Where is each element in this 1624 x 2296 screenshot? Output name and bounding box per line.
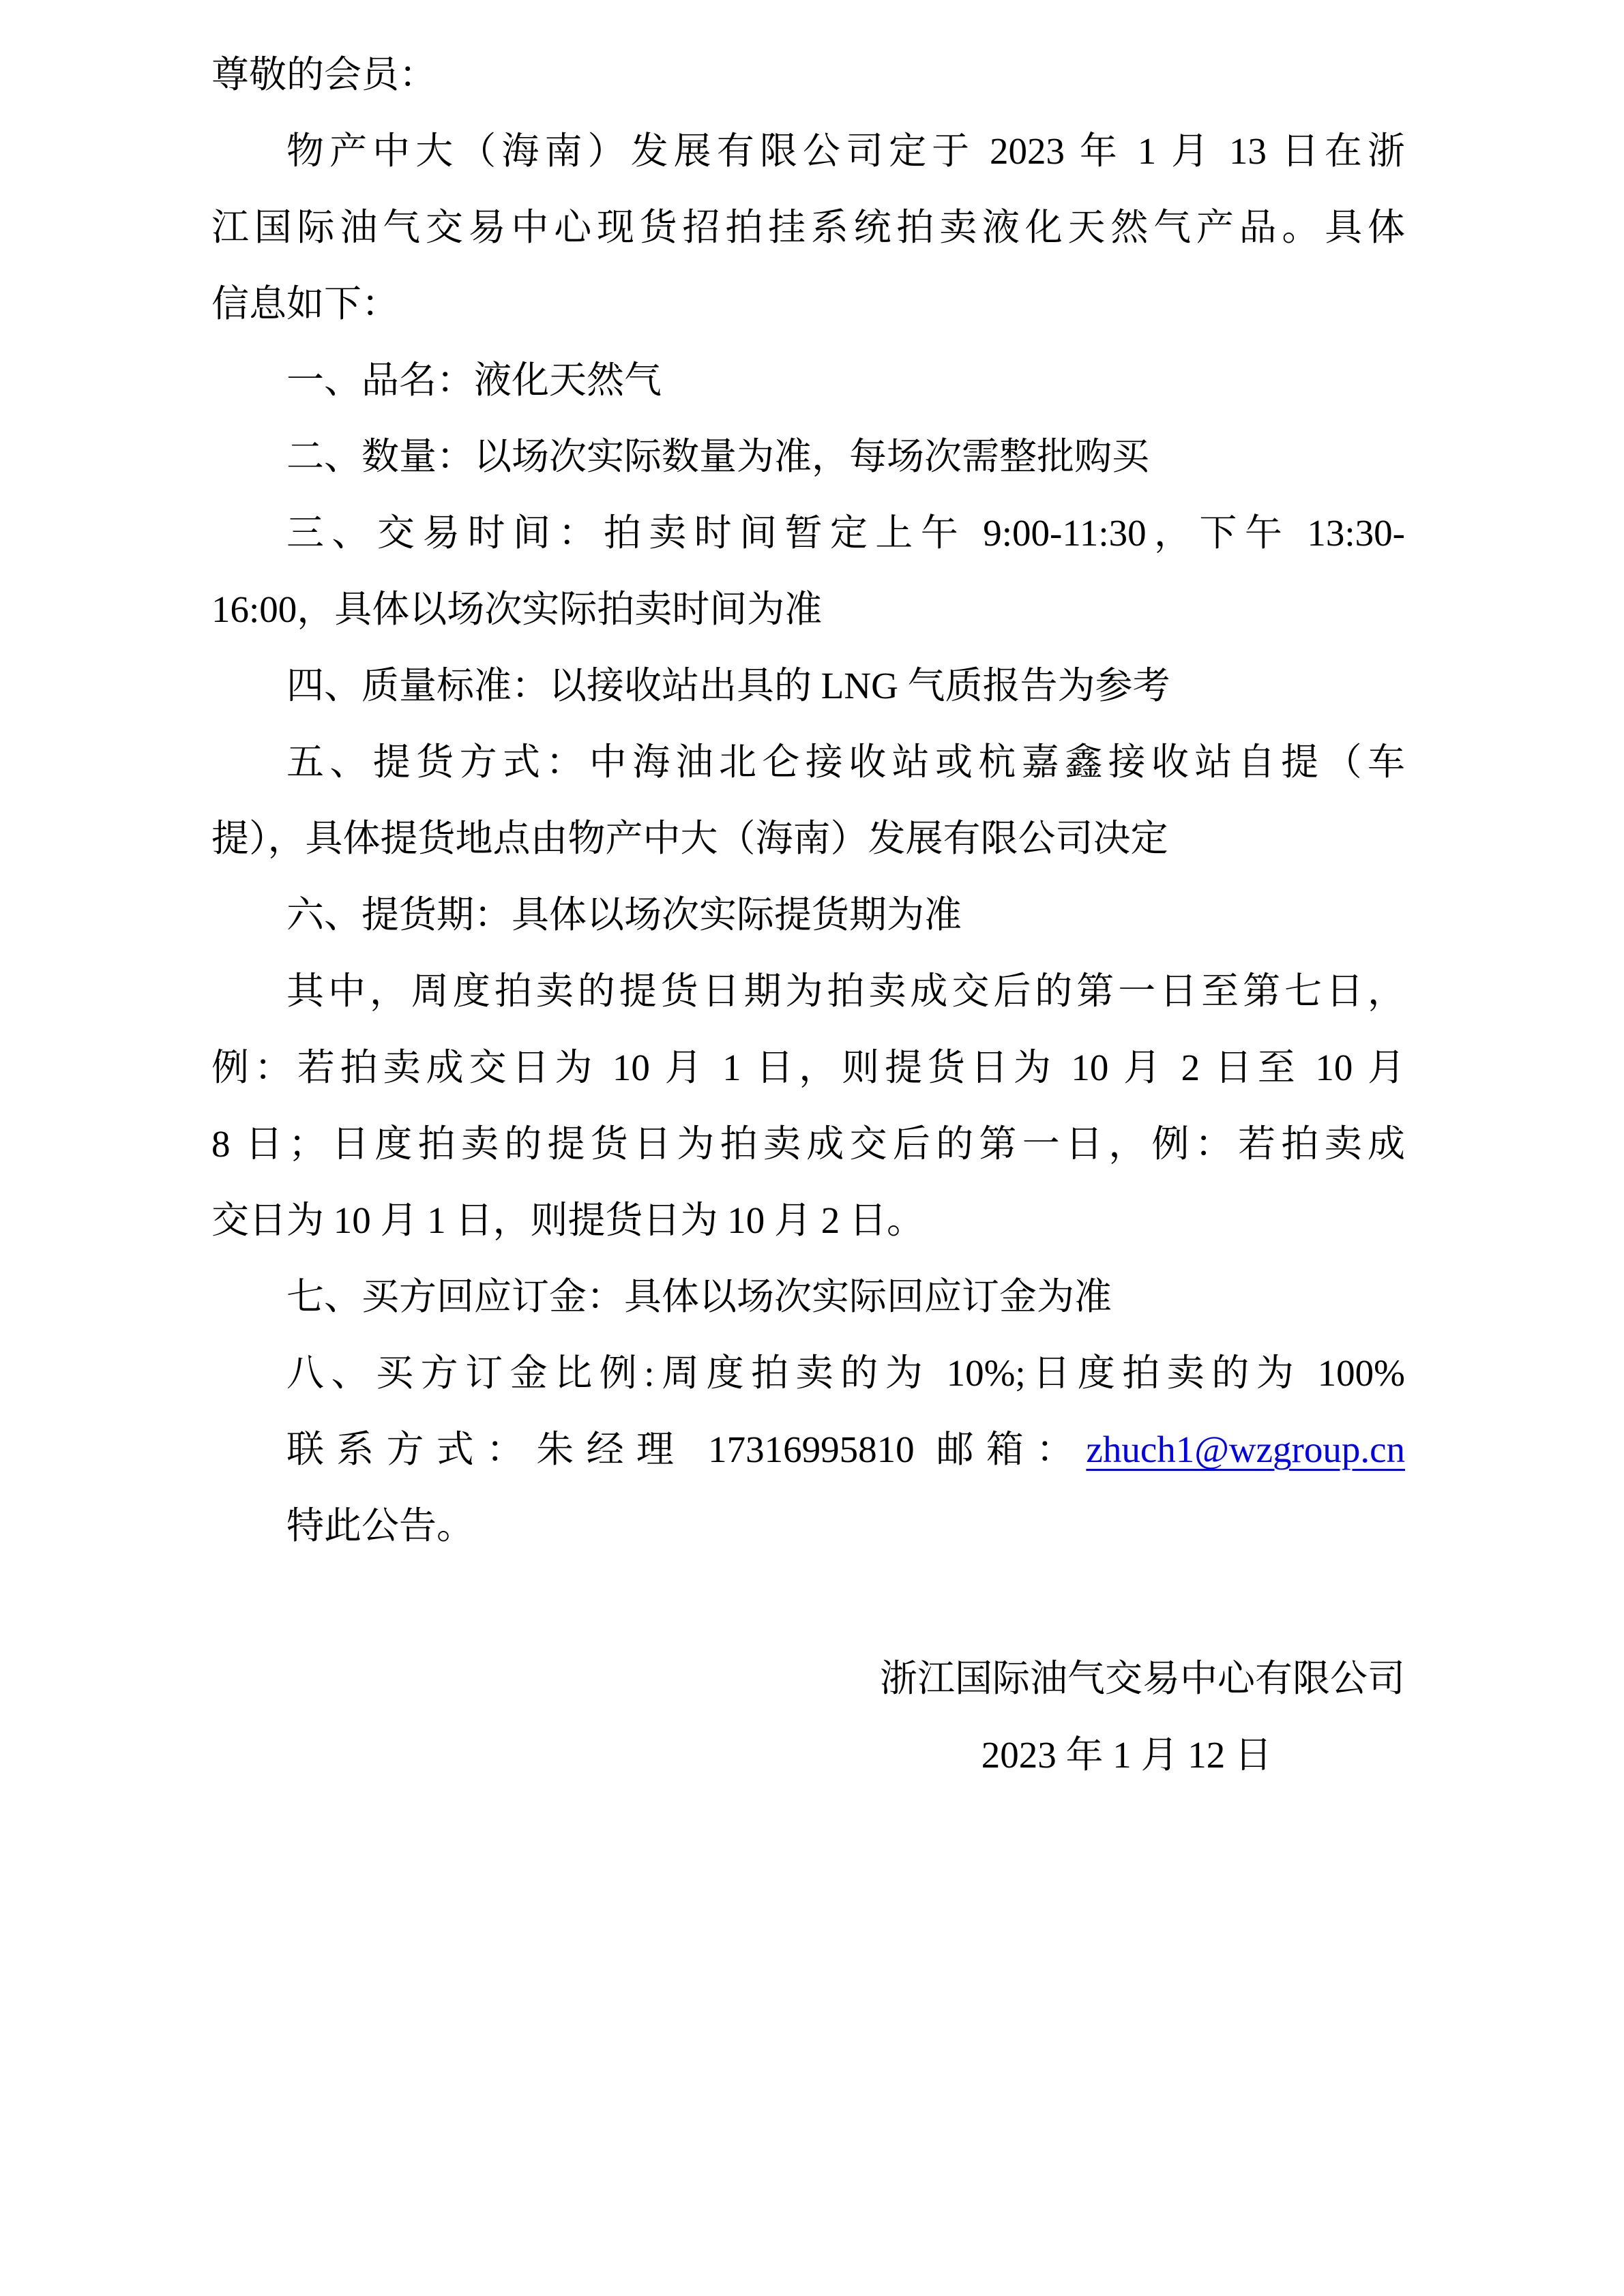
document-line: 交日为 10 月 1 日，则提货日为 10 月 2 日。	[211, 1199, 925, 1241]
document-line: 信息如下：	[211, 283, 400, 325]
email-link[interactable]: zhuch1@wzgroup.cn	[1086, 1429, 1405, 1470]
document-line: 物产中大（海南）发展有限公司定于 2023 年 1 月 13 日在浙	[286, 130, 1405, 172]
document-line: 其中，周度拍卖的提货日期为拍卖成交后的第一日至第七日，	[286, 970, 1405, 1012]
document-line: 二、数量：以场次实际数量为准，每场次需整批购买	[286, 436, 1150, 477]
document-line: 一、品名：液化天然气	[286, 359, 662, 401]
document-line: 例：若拍卖成交日为 10 月 1 日，则提货日为 10 月 2 日至 10 月	[211, 1047, 1405, 1088]
signature-date: 2023 年 1 月 12 日	[981, 1734, 1272, 1776]
document-line: 四、质量标准：以接收站出具的 LNG 气质报告为参考	[286, 665, 1170, 706]
document-line: 16:00，具体以场次实际拍卖时间为准	[211, 588, 823, 630]
document-line: 尊敬的会员：	[211, 54, 437, 95]
document-line: 七、买方回应订金：具体以场次实际回应订金为准	[286, 1276, 1112, 1317]
line-text: 联系方式：朱经理 17316995810 邮箱：	[286, 1429, 1087, 1470]
document-line: 提），具体提货地点由物产中大（海南）发展有限公司决定	[211, 818, 1168, 859]
document-line: 8 日；日度拍卖的提货日为拍卖成交后的第一日，例：若拍卖成	[211, 1123, 1405, 1165]
document-line: 特此公告。	[286, 1505, 475, 1547]
document-line: 八、买方订金比例:周度拍卖的为 10%;日度拍卖的为 100%	[286, 1352, 1405, 1394]
document-line: 六、提货期：具体以场次实际提货期为准	[286, 894, 962, 936]
signature-company: 浙江国际油气交易中心有限公司	[879, 1658, 1405, 1699]
document-line: 江国际油气交易中心现货招拍挂系统拍卖液化天然气产品。具体	[211, 207, 1405, 248]
document-line	[211, 1412, 1405, 1488]
signature-block	[211, 1641, 1405, 1793]
document-body	[211, 37, 1405, 1564]
document-line: 三、交易时间：拍卖时间暂定上午 9:00-11:30，下午 13:30-	[286, 512, 1405, 554]
document-line: 五、提货方式：中海油北仑接收站或杭嘉鑫接收站自提（车	[286, 741, 1405, 783]
